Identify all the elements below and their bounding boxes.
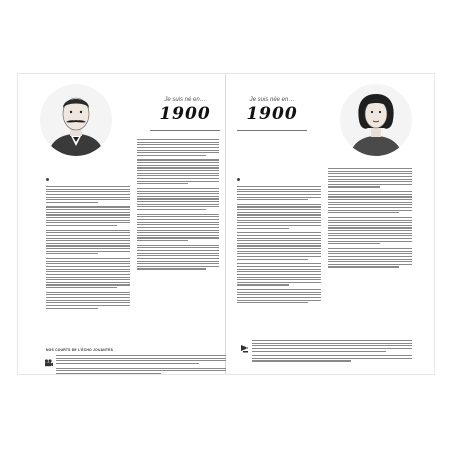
bullet-marker bbox=[46, 178, 49, 181]
right-text-column-1 bbox=[237, 168, 321, 305]
right-year: 1900 bbox=[246, 104, 298, 124]
right-footer-text bbox=[252, 340, 412, 363]
bullet-marker bbox=[237, 178, 240, 181]
man-portrait-icon bbox=[40, 84, 112, 156]
right-title-block bbox=[226, 97, 318, 124]
left-footer-text bbox=[56, 355, 226, 375]
left-year: 1900 bbox=[159, 104, 211, 124]
right-kicker: Je suis née en… bbox=[249, 97, 295, 103]
left-footer-heading: NOS COURTS DE L'ÉCHO JOUANTES bbox=[46, 348, 114, 352]
right-year-rule bbox=[237, 130, 307, 131]
film-camera-icon bbox=[44, 354, 53, 372]
left-text-column-2 bbox=[137, 139, 219, 271]
right-text-column-2 bbox=[328, 168, 412, 269]
left-year-rule bbox=[150, 130, 220, 131]
gramophone-icon bbox=[240, 340, 250, 358]
left-title-block bbox=[140, 97, 230, 124]
left-kicker: Je suis né en… bbox=[164, 97, 206, 103]
left-text-column-1 bbox=[46, 168, 130, 310]
woman-portrait-icon bbox=[340, 84, 412, 156]
